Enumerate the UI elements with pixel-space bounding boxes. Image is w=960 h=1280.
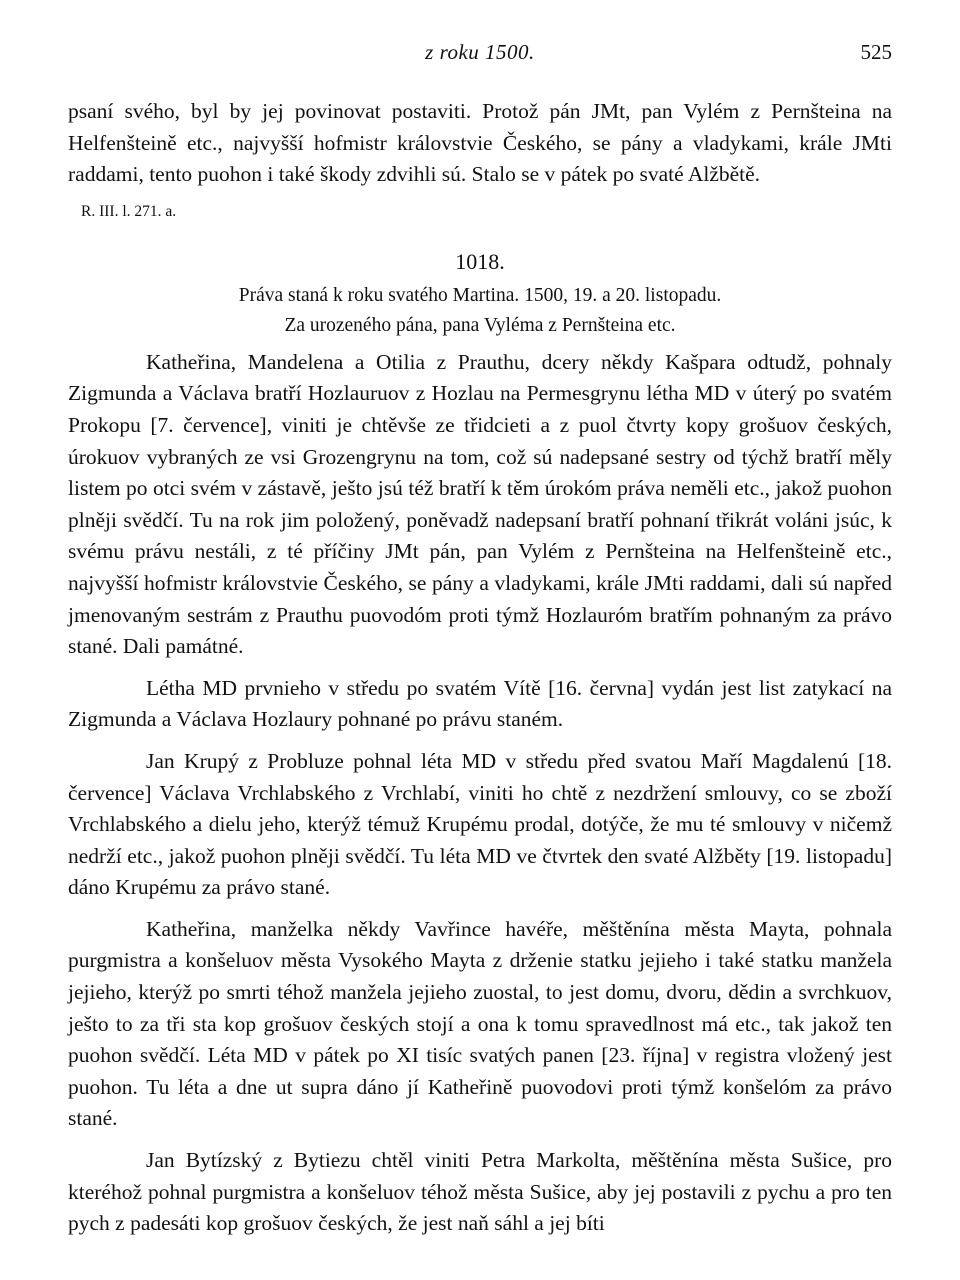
- document-page: [68, 40, 892, 1240]
- paragraph-letha-md-prvnieho: Létha MD prvnieho v středu po svatém Vítě [16. června] vydán jest list zatykací na Zigmunda a Václava Hozlaury pohnané po právu staném.: [68, 675, 892, 732]
- running-header: [68, 40, 892, 80]
- entry-heading: Práva staná k roku svatého Martina. 1500, 19. a 20. listopadu.: [238, 284, 722, 306]
- paragraph-jan-bytizsky: Jan Bytízský z Bytiezu chtěl viniti Petra Markolta, měštěnína města Sušice, pro kteréhož pohnal purgmistra a konšeluov téhož města Sušice, aby jej postavili z pychu a pro ten pych z padesáti kop grošuov českých, že jest naň sáhl a jej bíti: [68, 1148, 892, 1236]
- entry-address: Za urozeného pána, pana Vyléma z Pernšteina etc.: [284, 314, 676, 336]
- paragraph-jan-krupy: Jan Krupý z Probluze pohnal léta MD v středu před svatou Maří Magdalenú [18. července] Václava Vrchlabského z Vrchlabí, viniti ho chtě z nezdržení smlouvy, co se zboží Vrchlabského a dielu jeho, kterýž témuž Krupému prodal, dotýče, že mu té smlouvy v ničemž nedrží etc., jakož puohon plněji svědčí. Tu léta MD ve čtvrtek den svaté Alžběty [19. listopadu] dáno Krupému za právo stané.: [68, 748, 892, 900]
- entry-number: 1018.: [455, 248, 505, 274]
- paragraph-katherina-prauthu: Katheřina, Mandelena a Otilia z Prauthu, dcery někdy Kašpara odtudž, pohnaly Zigmunda a Václava bratří Hozlauruov z Hozlau na Permesgrynu létha MD v úterý po svatém Prokopu [7. července], viniti je chtěvše ze třidcieti a z puol čtvrty kopy grošuov českých, úrokuov vybraných ze vsi Grozengrynu na tom, což sú nadepsané sestry od týchž bratří měly listem po otci svém v zástavě, ješto jsú též bratří k těm úrokóm práva neměli etc., jakož puohon plněji svědčí. Tu na rok jim položený, poněvadž nadepsaní bratří pohnaní třikrát voláni jsúc, k svému právu nestáli, z té příčiny JMt pán, pan Vylém z Pernšteina na Helfenšteině etc., najvyšší hofmistr královstvie Českého, se pány a vladykami, krále JMti raddami, dali sú napřed jmenovaným sestrám z Prauthu puovodóm proti týmž Hozlauróm bratřím pohnaným za právo stané. Dali památné.: [68, 349, 892, 659]
- intro-paragraph: psaní svého, byl by jej povinovat postaviti. Protož pán JMt, pan Vylém z Pernšteina na Helfenšteině etc., najvyšší hofmistr královstvie Českého, se pány a vladykami, krále JMti raddami, tento puohon i také škody zdvihli sú. Stalo se v pátek po svaté Alžbětě.: [68, 99, 892, 187]
- running-title: z roku 1500.: [425, 40, 535, 64]
- paragraph-katherina-havere: Katheřina, manželka někdy Vavřince havéře, měštěnína města Mayta, pohnala purgmistra a konšeluov města Vysokého Mayta z drženie statku jejieho i také statku manžela jejieho, kterýž po smrti téhož manžela jejieho zuostal, to jest domu, dvoru, dědin a svrchkuov, ješto to za tři sta kop grošuov českých stojí a ona k tomu spravedlnost má etc., tak jakož ten puohon svědčí. Léta MD v pátek po XI tisíc svatých panen [23. října] v registra vložený jest puohon. Tu léta a dne ut supra dáno jí Katheřině puovodovi proti týmž konšelóm za právo stané.: [68, 916, 892, 1131]
- page-number: 525: [860, 40, 892, 64]
- source-reference: R. III. l. 271. a.: [81, 202, 177, 220]
